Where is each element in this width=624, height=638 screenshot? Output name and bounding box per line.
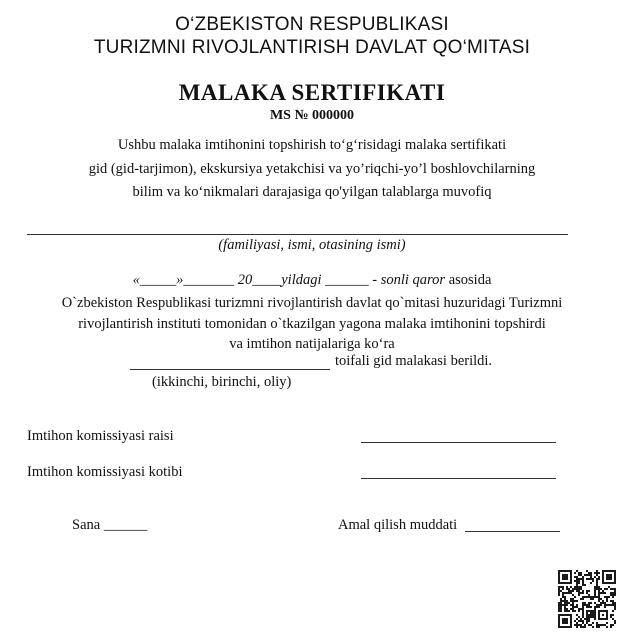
certificate-number: MS № 000000 bbox=[269, 108, 355, 123]
intro-line-3: bilim va ko‘nikmalari darajasiga qo'yilgan talablarga muvofiq bbox=[132, 184, 492, 200]
certificate-title: MALAKA SERTIFIKATI bbox=[178, 80, 446, 105]
intro-line-2: gid (gid-tarjimon), ekskursiya yetakchisi va yo’riqchi-yo’l boshlovchilarning bbox=[88, 161, 536, 177]
qr-code-icon bbox=[556, 568, 618, 630]
decision-line bbox=[0, 272, 624, 289]
decision-normal: asosida bbox=[445, 272, 492, 288]
intro-line-1: Ushbu malaka imtihonini topshirish to‘g‘risidagi malaka sertifikati bbox=[117, 137, 507, 153]
name-caption: (familiyasi, ismi, otasining ismi) bbox=[218, 237, 406, 253]
chairman-signature-line bbox=[361, 442, 556, 443]
body-line-3: va imtihon natijalariga ko‘ra bbox=[229, 336, 395, 352]
category-caption: (ikkinchi, birinchi, oliy) bbox=[152, 374, 292, 390]
category-line: toifali gid malakasi berildi. bbox=[335, 353, 493, 369]
body-line-2: rivojlantirish instituti tomonidan o`tkazilgan yagona malaka imtihonini topshirdi bbox=[78, 316, 546, 332]
organization-line-2: TURIZMNI RIVOJLANTIRISH DAVLAT QO‘MITASI bbox=[93, 37, 531, 58]
decision-italic: «_____»_______ 20____yildagi ______ - sonli qaror bbox=[132, 272, 446, 288]
category-blank bbox=[130, 369, 330, 370]
name-line bbox=[27, 234, 568, 235]
body-line-1: O`zbekiston Respublikasi turizmni rivojlantirish davlat qo`mitasi huzuridagi Turizmni bbox=[61, 295, 563, 311]
secretary-label: Imtihon komissiyasi kotibi bbox=[27, 464, 183, 480]
secretary-signature-line bbox=[361, 478, 556, 479]
validity-line bbox=[465, 531, 560, 532]
organization-line-1: O‘ZBEKISTON RESPUBLIKASI bbox=[175, 14, 449, 35]
chairman-label: Imtihon komissiyasi raisi bbox=[27, 428, 174, 444]
validity-label: Amal qilish muddati bbox=[338, 517, 458, 533]
date-label: Sana ______ bbox=[72, 517, 148, 533]
